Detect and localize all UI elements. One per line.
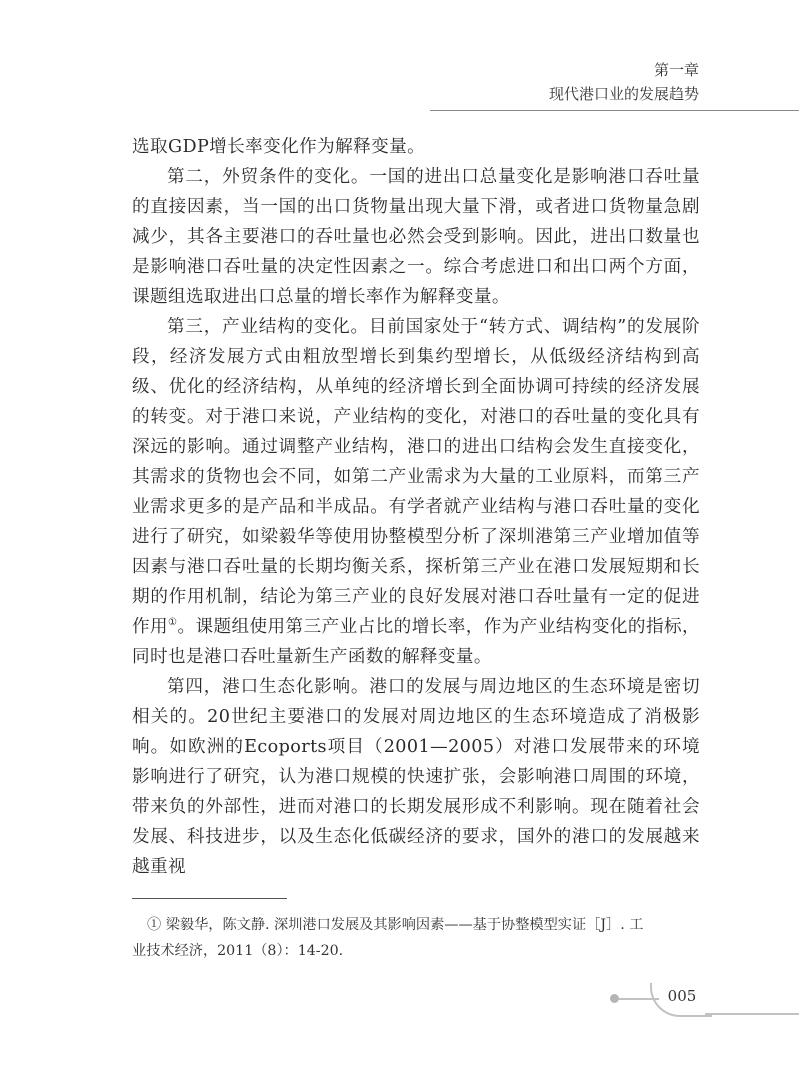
- ornament-dot: [610, 994, 619, 1003]
- chapter-title: 现代港口业的发展趋势: [548, 85, 699, 103]
- page-number-ornament: [600, 985, 799, 1025]
- paragraph-industry-text: 第三，产业结构的变化。目前国家处于“转方式、调结构”的发展阶段，经济发展方式由粗放型增长到集约型增长，从低级经济结构到高级、优化的经济结构，从单纯的经济增长到全面协调可持续的经济发展的转变。对于港口来说，产业结构的变化，对港口的吞吐量的变化具有深远的影响。通过调整产业结构，港口的进出口结构会发生直接变化，其需求的货物也会不同，如第二产业需求为大量的工业原料，而第三产业需求更多的是产品和半成品。有学者就产业结构与港口吞吐量的变化进行了研究，如梁毅华等使用协整模型分析了深圳港第三产业增加值等因素与港口吞吐量的长期均衡关系，探析第三产业在港口发展短期和长期的作用机制，结论为第三产业的良好发展对港口吞吐量有一定的促进作用: [132, 317, 700, 637]
- footnote-rule: [132, 898, 287, 899]
- paragraph-continuation: 选取GDP增长率变化作为解释变量。: [132, 137, 426, 157]
- footnote-marker: ①: [147, 917, 162, 933]
- footnote-line-1: [147, 912, 700, 938]
- footnote-text-1: 梁毅华，陈文静. 深圳港口发展及其影响因素——基于协整模型实证［J］. 工: [165, 917, 644, 933]
- footnote-text-2: 业技术经济，2011（8）：14-20.: [132, 943, 344, 959]
- footnote-reference[interactable]: ①: [168, 617, 178, 629]
- page-number: 005: [667, 987, 697, 1005]
- paragraph-industry: [132, 312, 700, 672]
- running-header: [549, 58, 699, 106]
- paragraph-trade: 第二，外贸条件的变化。一国的进出口总量变化是影响港口吞吐量的直接因素，当一国的出口货物量出现大量下滑，或者进口货物量急剧减少，其各主要港口的吞吐量也必然会受到影响。因此，进出口数量也是影响港口吞吐量的决定性因素之一。综合考虑进口和出口两个方面，课题组选取进出口总量的增长率作为解释变量。: [132, 167, 700, 307]
- ornament-line-right: [705, 1013, 799, 1015]
- paragraph-ecology: 第四，港口生态化影响。港口的发展与周边地区的生态环境是密切相关的。20世纪主要港口的发展对周边地区的生态环境造成了消极影响。如欧洲的Ecoports项目（2001—2005）对港口发展带来的环境影响进行了研究，认为港口规模的快速扩张，会影响港口周围的环境，带来负的外部性，进而对港口的长期发展形成不利影响。现在随着社会发展、科技进步，以及生态化低碳经济的要求，国外的港口的发展越来越重视: [132, 677, 700, 877]
- body-text: [132, 132, 700, 882]
- chapter-label: 第一章: [653, 61, 699, 79]
- footnote: [132, 912, 700, 964]
- paragraph-industry-text-end: 。课题组使用第三产业占比的增长率，作为产业结构变化的指标，同时也是港口吞吐量新生产函数的解释变量。: [132, 617, 700, 667]
- header-rule: [430, 110, 799, 111]
